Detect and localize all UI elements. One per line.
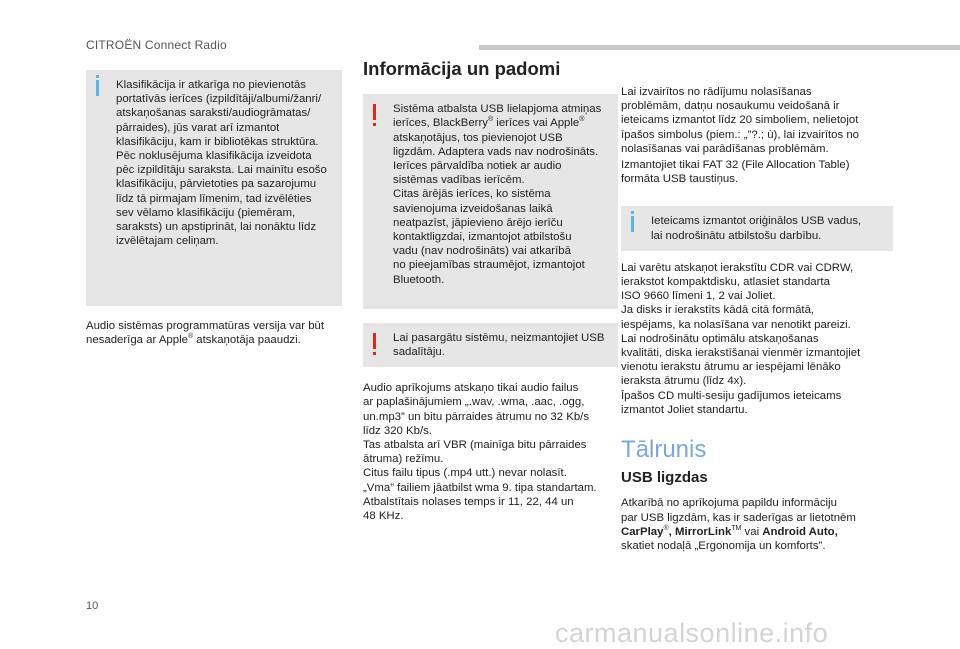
registered-mark: ® (187, 333, 194, 341)
warning-box-usb-support (363, 94, 618, 309)
warning-icon (373, 104, 376, 120)
warning-line1: Sistēma atbalsta USB lielapjoma atmiņas (393, 103, 602, 116)
warning-line2a: ierīces, BlackBerry (393, 117, 488, 130)
column-2 (363, 58, 618, 523)
info-box-classification (86, 70, 342, 306)
usb-sockets-paragraph (621, 496, 893, 553)
cd-recording-paragraph: Lai varētu atskaņot ierakstītu CDR vai CDRW, ierakstot kompaktdisku, atlasiet standarta ISO 9660 līmeni 1, 2 vai Joliet. Ja disks ir ierakstīts kādā citā formātā, iespējams, ka nolasīšana var nenotikt pareizi. Lai nodrošinātu optimālu atskaņošanas kvalitāti, diska ierakstīšanai vienmēr izmantojiet vienotu ierakstu ātrumu ar iespējami lēnāko ieraksta ātrumu (līdz 4x). Īpašos CD multi-sesiju gadījumos ieteicams izmantot Joliet standartu. (621, 261, 861, 416)
mirrorlink-label: MirrorLink (674, 525, 732, 538)
registered-mark: ® (663, 525, 669, 533)
fat32-note: Izmantojiet tikai FAT 32 (File Allocation Table) formāta USB taustiņus. (621, 159, 850, 186)
warning-rest: atskaņotājus, tos pievienojot USB ligzdām. Adaptera vads nav nodrošināts. Ierīces pārvaldība notiek ar audio sistēmas vadības ierīcēm. Citas ārējās ierīces, ko sistēma savienojuma izveidošanas laikā neatpazīst, jāpievieno ārējo ierīču kontaktligzdai, izmantojot atbilstošu vadu (nav nodrošināts) vai atkarībā no pieejamības straumējot, izmantojot Bluetooth. (393, 131, 599, 286)
registered-mark: ® (579, 116, 585, 124)
header-rule (479, 45, 960, 50)
compatibility-line1: Audio sistēmas programmatūras versija var būt (86, 320, 325, 332)
comma-sep: , (668, 525, 675, 538)
audio-formats-paragraph: Audio aprīkojums atskaņo tikai audio failus ar paplašinājumiem „.wav, .wma, .aac, .ogg, un.mp3” un bitu pārraides ātrumu no 32 Kb/s līdz 320 Kb/s. Tas atbalsta arī VBR (mainīga bitu pārraides ātruma) režīmu. Citus failu tipus (.mp4 utt.) nevar nolasīt. „Vma” failiem jāatbilst wma 9. tipa standartam. Atbalstītais nolases temps ir 11, 22, 44 un 48 KHz. (363, 382, 597, 523)
section-title-phone: Tālrunis (621, 436, 707, 464)
page-number: 10 (86, 600, 99, 612)
warning-box-usb-hub (363, 323, 618, 367)
info-icon (631, 216, 634, 232)
compatibility-note (86, 319, 342, 347)
section-heading-info-tips: Informācija un padomi (363, 58, 561, 79)
comma-end: , (834, 525, 838, 538)
usb-line1: Atkarībā no aprīkojuma papildu informāciju (621, 497, 837, 510)
info-icon (96, 80, 99, 96)
or-word: vai (741, 525, 763, 538)
column-3 (621, 85, 893, 553)
trademark-mark: TM (731, 525, 742, 533)
android-auto-label: Android Auto (762, 525, 835, 538)
subsection-title-usb-sockets: USB ligzdas (621, 469, 708, 487)
info-box-usb-cables (621, 206, 893, 250)
compatibility-line2a: nesaderīga ar Apple (86, 334, 188, 347)
watermark: carmanualsonline.info (555, 618, 829, 648)
warning-hub-text: Lai pasargātu sistēmu, neizmantojiet USB sadalītāju. (393, 331, 605, 359)
warning-icon (373, 333, 376, 349)
warning-line2b: ierīces vai Apple (493, 117, 580, 130)
usb-line2: par USB ligzdām, kas ir saderīgas ar lietotnēm (621, 511, 856, 524)
filename-advice: Lai izvairītos no rādījumu nolasīšanas problēmām, datņu nosaukumu veidošanā ir ieteicams izmantot līdz 20 simboliem, nelietojot īpašos simbolus (piem.: „”?.; ù), lai izvairītos no nolasīšanas vai parādīšanas problēmām. (621, 86, 860, 155)
info-box-text: Ieteicams izmantot oriģinālos USB vadus, lai nodrošinātu atbilstošu darbību. (651, 215, 862, 242)
column-1 (86, 70, 342, 347)
carplay-label: CarPlay (621, 525, 664, 538)
header-title: CITROËN Connect Radio (86, 38, 227, 52)
registered-mark: ® (487, 116, 494, 124)
usb-line4: skatiet nodaļā „Ergonomija un komforts”. (621, 540, 826, 553)
compatibility-line2b: atskaņotāja paaudzi. (193, 334, 301, 347)
info-box-text: Klasifikācija ir atkarīga no pievienotās portatīvās ierīces (izpildītāji/albumi/žanri/ atskaņošanas saraksti/audiogrāmatas/ pārraides), jūs varat arī izmantot klasifikāciju, kam ir bibliotēkas struktūra. Pēc noklusējuma klasifikācija izveidota pēc izpildītāju saraksta. Lai mainītu esošo klasifikāciju, pārvietoties pa sazarojumu līdz tā pirmajam līmenim, tad izvēlēties sev vēlamo klasifikāciju (piemēram, saraksts) un apstiprināt, lai nonāktu līdz izvēlētajam celiņam. (116, 79, 327, 248)
warning-box-text (393, 102, 608, 287)
